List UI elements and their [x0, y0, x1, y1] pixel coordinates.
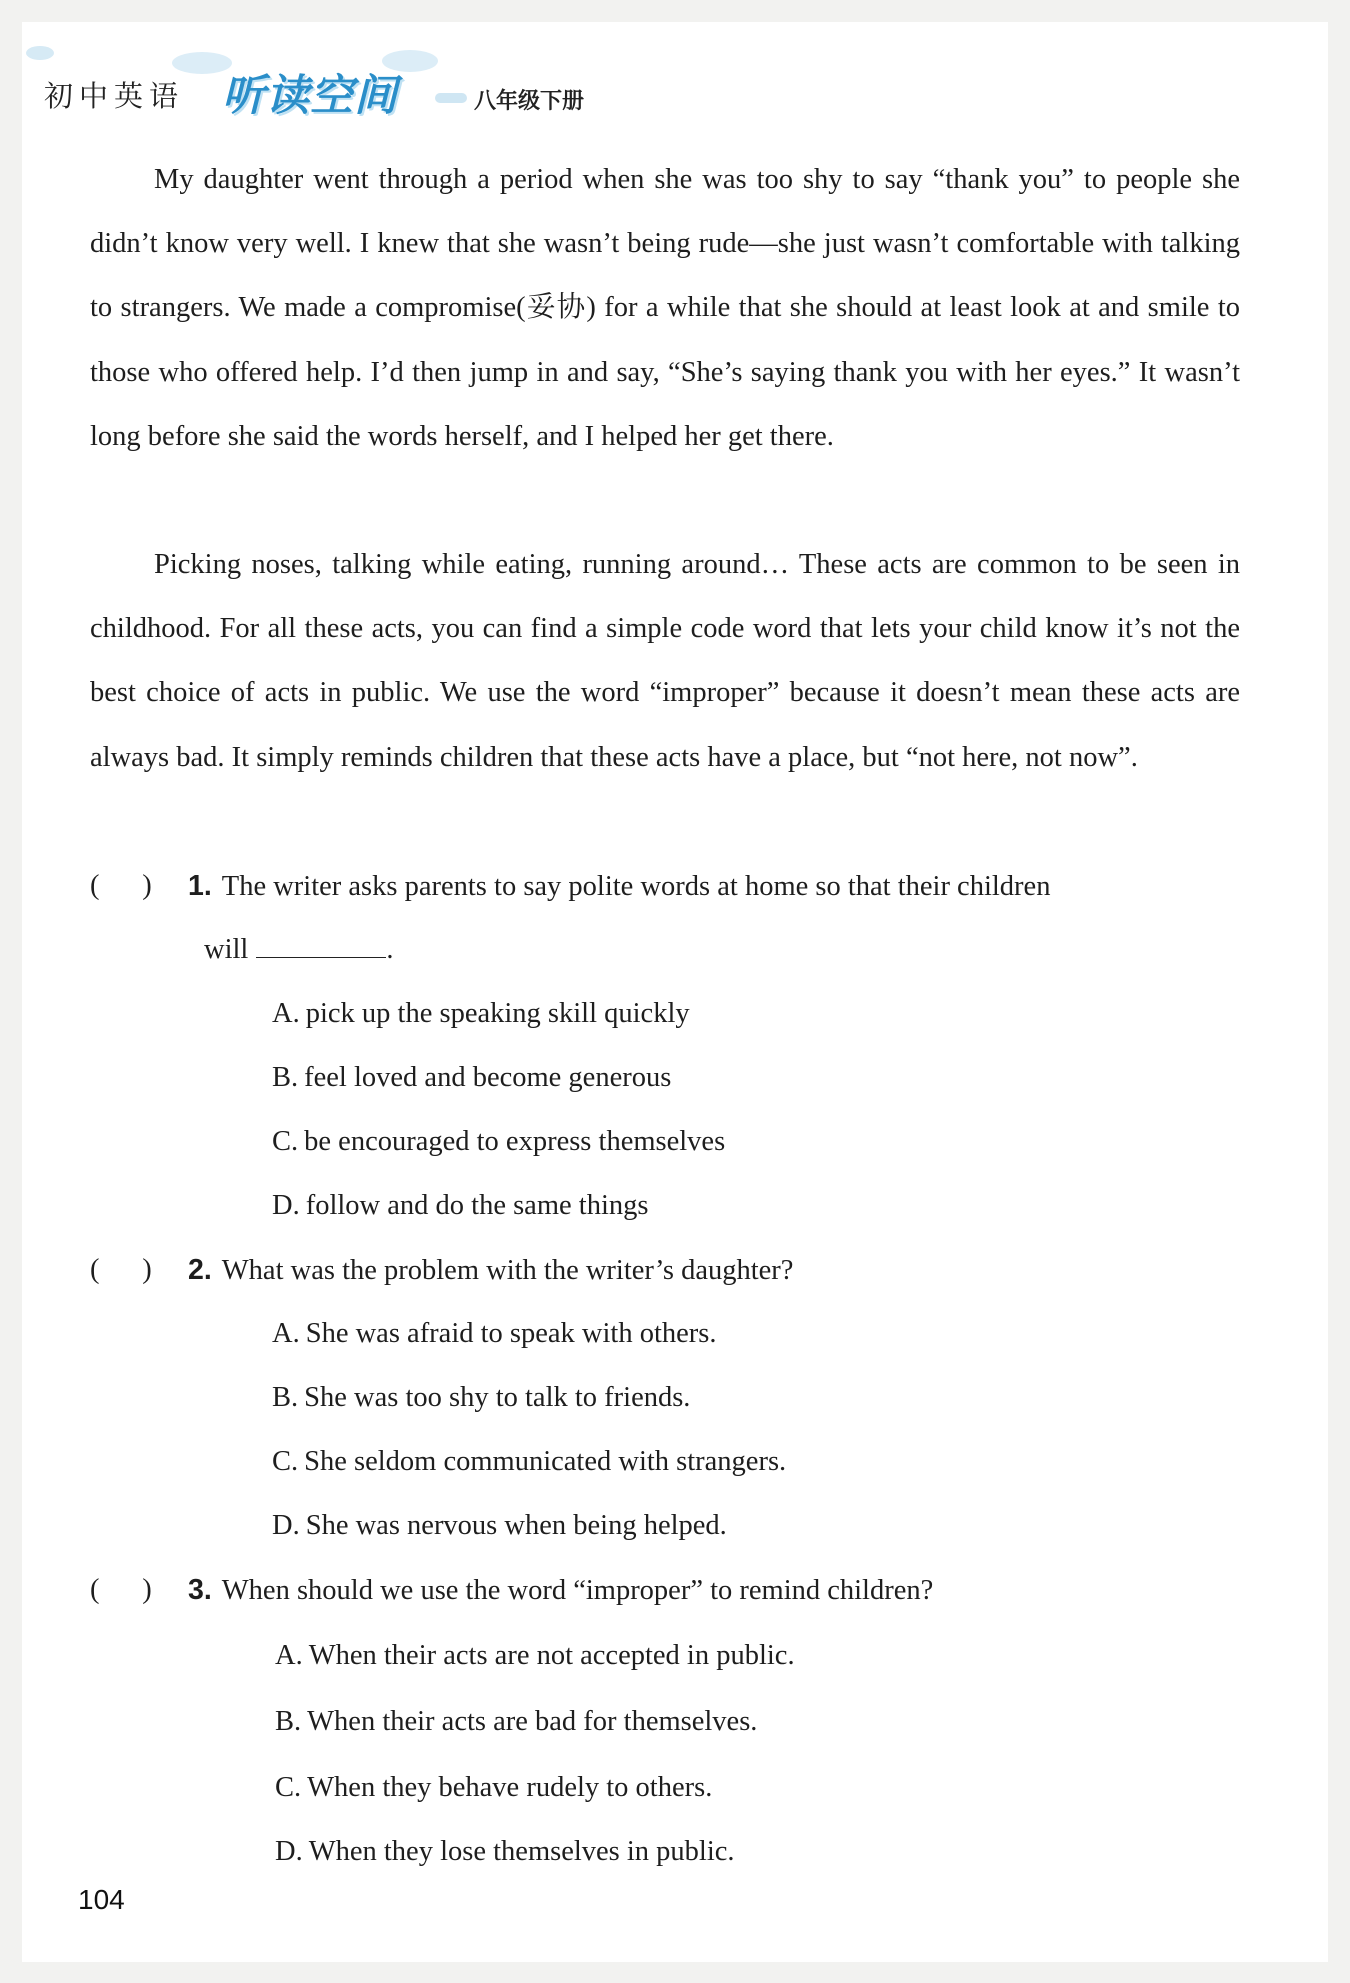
option-letter: C. — [272, 1126, 299, 1157]
question-stem — [188, 1238, 1240, 1303]
option-letter: B. — [275, 1706, 302, 1737]
brand-logo-title: 听读空间 — [222, 71, 398, 121]
option-b — [275, 1690, 757, 1754]
option-text: be encouraged to express themselves — [304, 1126, 726, 1157]
passage-paragraph: My daughter went through a period when she was too shy to say “thank you” to people she didn’t know very well. I knew that she wasn’t being rude—she just wasn’t comfortable with talking to strangers. We made a compromise(妥协) for a while that she should at least look at and smile to those who offered help. I’d then jump in and say, “She’s saying thank you with her eyes.” It wasn’t long before she said the words herself, and I helped her get there. — [90, 164, 1240, 452]
option-text: She was nervous when being helped. — [305, 1510, 727, 1541]
question-stem-continuation — [204, 918, 1172, 982]
answer-blank[interactable] — [256, 933, 386, 958]
option-text: follow and do the same things — [305, 1190, 649, 1221]
option-letter: B. — [272, 1062, 299, 1093]
option-letter: D. — [275, 1836, 303, 1867]
question-text-cont: will — [204, 934, 249, 965]
option-a — [272, 982, 690, 1046]
option-letter: B. — [272, 1382, 299, 1413]
option-letter: C. — [272, 1446, 299, 1477]
question-number: 1. — [188, 870, 212, 902]
option-letter: C. — [275, 1772, 302, 1803]
book-page — [22, 22, 1328, 1962]
option-text: pick up the speaking skill quickly — [305, 998, 690, 1029]
option-letter: D. — [272, 1190, 300, 1221]
question-text: When should we use the word “improper” to remind children? — [221, 1575, 934, 1606]
option-text: When they lose themselves in public. — [308, 1836, 735, 1867]
option-text: When they behave rudely to others. — [307, 1772, 713, 1803]
question-number: 3. — [188, 1574, 212, 1606]
option-a — [275, 1624, 795, 1688]
question-text: What was the problem with the writer’s daughter? — [221, 1255, 794, 1286]
option-letter: A. — [272, 1318, 300, 1349]
option-c — [275, 1756, 712, 1820]
option-a — [272, 1302, 717, 1366]
page-header — [22, 22, 1328, 132]
grade-label: 八年级下册 — [474, 89, 585, 114]
option-c — [272, 1110, 725, 1174]
answer-bracket[interactable]: ( ) — [90, 1254, 152, 1285]
question-text-end: . — [386, 934, 394, 965]
option-d — [272, 1494, 727, 1558]
page-number: 104 — [78, 1884, 125, 1915]
option-text: When their acts are bad for themselves. — [307, 1706, 758, 1737]
question-stem — [188, 854, 1240, 919]
question-number: 2. — [188, 1254, 212, 1286]
answer-bracket[interactable]: ( ) — [90, 870, 152, 901]
answer-bracket[interactable]: ( ) — [90, 1574, 152, 1605]
question-stem — [188, 1558, 1240, 1623]
option-b — [272, 1366, 690, 1430]
dots-decoration-icon — [435, 93, 467, 103]
option-text: She seldom communicated with strangers. — [304, 1446, 787, 1477]
option-c — [272, 1430, 786, 1494]
option-text: She was too shy to talk to friends. — [304, 1382, 691, 1413]
option-text: When their acts are not accepted in public. — [308, 1640, 795, 1671]
question-text: The writer asks parents to say polite words at home so that their children — [221, 871, 1051, 902]
option-letter: D. — [272, 1510, 300, 1541]
cloud-decoration-icon — [26, 46, 54, 60]
option-letter: A. — [275, 1640, 303, 1671]
option-d — [272, 1174, 648, 1238]
option-text: She was afraid to speak with others. — [305, 1318, 717, 1349]
passage-paragraph: Picking noses, talking while eating, running around… These acts are common to be seen in childhood. For all these acts, you can find a simple code word that lets your child know it’s not the best choice of acts in public. We use the word “improper” because it doesn’t mean these acts are always bad. It simply reminds children that these acts have a place, but “not here, not now”. — [90, 549, 1240, 773]
series-title: 初中英语 — [44, 79, 185, 113]
option-text: feel loved and become generous — [304, 1062, 672, 1093]
option-d — [275, 1820, 735, 1884]
option-b — [272, 1046, 671, 1110]
option-letter: A. — [272, 998, 300, 1029]
